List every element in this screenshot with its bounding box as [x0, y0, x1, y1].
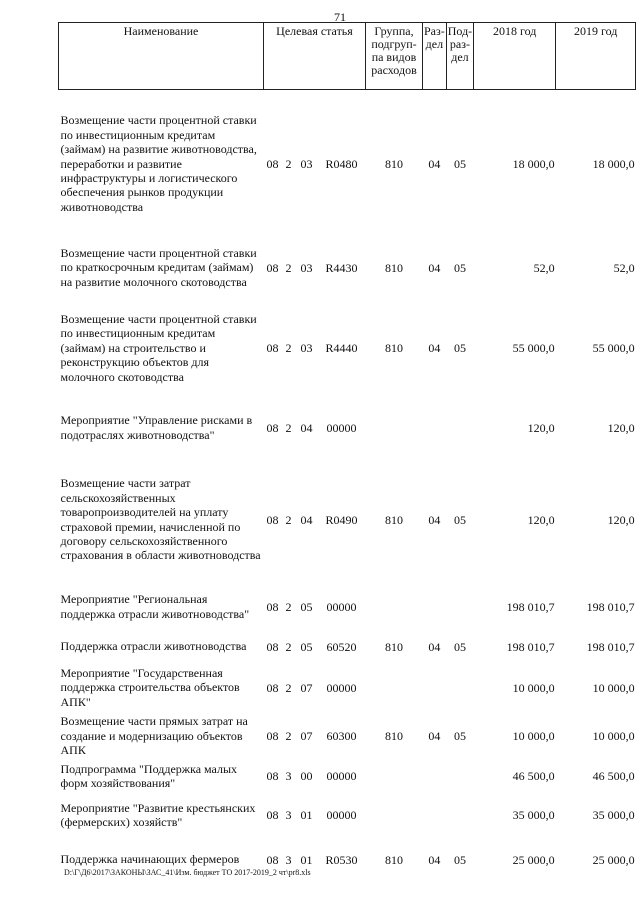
header-group: Группа, подгруп-па видов расходов — [366, 23, 423, 90]
code-event: 04 — [300, 512, 313, 527]
table-row — [59, 760, 636, 793]
amount-2018: 120,0 — [527, 420, 555, 435]
row-name: Возмещение части прямых затрат на создание и модернизацию объектов АПК — [60, 714, 248, 758]
amount-2018: 52,0 — [533, 260, 555, 275]
row-name: Возмещение части процентной ставки по инвестиционным кредитам (займам) на строительство и реконструкцию объектов для молочного скотоводства — [60, 311, 257, 384]
code-direction: 00000 — [326, 680, 357, 695]
code-subprogram: 2 — [285, 512, 292, 527]
code-subprogram: 2 — [285, 341, 292, 355]
expense-group: 810 — [385, 512, 403, 527]
amount-2019: 198 010,7 — [586, 599, 635, 614]
header-row — [59, 23, 636, 90]
table-row — [59, 90, 636, 238]
expense-group: 810 — [385, 852, 403, 867]
table-row — [59, 298, 636, 399]
row-name: Мероприятие "Развитие крестьянских (фермерских) хозяйств" — [60, 800, 256, 829]
code-event: 03 — [300, 260, 313, 275]
subsection: 05 — [453, 341, 466, 355]
section: 04 — [428, 156, 441, 171]
code-program: 08 — [266, 808, 279, 822]
subsection — [446, 663, 473, 713]
amount-2019: 55 000,0 — [592, 341, 635, 355]
code-subprogram: 2 — [285, 680, 292, 695]
section: 04 — [428, 341, 441, 355]
code-event: 05 — [300, 599, 313, 614]
section — [423, 399, 447, 457]
row-name: Поддержка отрасли животноводства — [60, 639, 247, 654]
code-program: 08 — [266, 729, 279, 743]
row-name: Возмещение части затрат сельскохозяйственных товаропроизводителей на уплату страховой премии, начисленной по договору сельскохозяйственного страхования в области животноводства — [60, 476, 261, 563]
code-direction: 00000 — [326, 808, 357, 822]
section: 04 — [428, 729, 441, 743]
amount-2019: 52,0 — [613, 260, 635, 275]
expense-group: 810 — [385, 729, 403, 743]
section — [423, 663, 447, 713]
subsection: 05 — [453, 729, 466, 743]
amount-2018: 198 010,7 — [506, 639, 555, 654]
subsection — [446, 760, 473, 793]
expense-group — [366, 663, 423, 713]
expense-group: 810 — [385, 156, 403, 171]
row-name: Возмещение части процентной ставки по краткосрочным кредитам (займам) на развитие молочного скотоводства — [60, 245, 257, 289]
code-direction: R0490 — [325, 512, 358, 527]
code-direction: R4440 — [325, 341, 358, 355]
code-program: 08 — [266, 680, 279, 695]
subsection — [446, 399, 473, 457]
code-event: 04 — [300, 420, 313, 435]
amount-2019: 120,0 — [607, 420, 635, 435]
code-direction: 60520 — [326, 639, 357, 654]
code-direction: 00000 — [326, 599, 357, 614]
code-direction: R0530 — [325, 852, 358, 867]
header-2019: 2019 год — [556, 23, 636, 90]
code-direction: 00000 — [326, 769, 357, 783]
code-program: 08 — [266, 599, 279, 614]
page-number: 71 — [334, 10, 346, 24]
code-program: 08 — [266, 260, 279, 275]
subsection: 05 — [453, 260, 466, 275]
code-program: 08 — [266, 156, 279, 171]
code-direction: R4430 — [325, 260, 358, 275]
budget-table — [58, 22, 636, 882]
subsection: 05 — [453, 512, 466, 527]
table-row — [59, 457, 636, 583]
row-name: Мероприятие "Управление рисками в подотраслях животноводства" — [60, 413, 253, 442]
section: 04 — [428, 512, 441, 527]
amount-2019: 25 000,0 — [592, 852, 635, 867]
code-program: 08 — [266, 769, 279, 783]
expense-group: 810 — [385, 341, 403, 355]
subsection: 05 — [453, 156, 466, 171]
amount-2018: 55 000,0 — [512, 341, 555, 355]
table-row — [59, 238, 636, 298]
row-name: Подпрограмма "Поддержка малых форм хозяйствования" — [60, 761, 238, 790]
code-subprogram: 2 — [285, 420, 292, 435]
code-program: 08 — [266, 852, 279, 867]
header-section: Раз-дел — [423, 23, 447, 90]
section: 04 — [428, 852, 441, 867]
code-subprogram: 2 — [285, 729, 292, 743]
amount-2018: 10 000,0 — [512, 680, 555, 695]
code-subprogram: 2 — [285, 156, 292, 171]
code-program: 08 — [266, 341, 279, 355]
code-direction: 00000 — [326, 420, 357, 435]
section: 04 — [428, 639, 441, 654]
code-subprogram: 2 — [285, 260, 292, 275]
code-event: 01 — [300, 808, 313, 822]
amount-2018: 120,0 — [527, 512, 555, 527]
table-row — [59, 713, 636, 760]
header-subsection: Под-раз-дел — [446, 23, 473, 90]
header-name: Наименование — [59, 23, 264, 90]
header-2018: 2018 год — [474, 23, 556, 90]
code-subprogram: 2 — [285, 639, 292, 654]
row-name: Мероприятие "Региональная поддержка отрасли животноводства" — [60, 592, 250, 621]
code-event: 00 — [300, 769, 313, 783]
footer-file-path: D:\Г\Д6\2017\ЗАКОНЫ\ЗАС_41\Изм. бюджет ТО 2017-2019_2 чт\pr8.xls — [64, 868, 311, 877]
subsection — [446, 583, 473, 631]
expense-group — [366, 399, 423, 457]
amount-2018: 46 500,0 — [512, 769, 555, 783]
section — [423, 760, 447, 793]
code-subprogram: 3 — [285, 852, 292, 867]
amount-2019: 35 000,0 — [592, 808, 635, 822]
table-row — [59, 631, 636, 663]
amount-2019: 198 010,7 — [586, 639, 635, 654]
section: 04 — [428, 260, 441, 275]
amount-2019: 18 000,0 — [592, 156, 635, 171]
row-name: Поддержка начинающих фермеров — [60, 852, 240, 867]
row-name: Возмещение части процентной ставки по инвестиционным кредитам (займам) на развитие животноводства, переработки и развитие инфраструктуры и логистического обеспечения рынков продукции животноводства — [60, 113, 257, 214]
subsection — [446, 793, 473, 838]
section — [423, 583, 447, 631]
code-subprogram: 2 — [285, 599, 292, 614]
amount-2018: 25 000,0 — [512, 852, 555, 867]
code-event: 07 — [300, 680, 313, 695]
expense-group — [366, 583, 423, 631]
subsection: 05 — [453, 852, 466, 867]
subsection: 05 — [453, 639, 466, 654]
code-event: 03 — [300, 156, 313, 171]
code-event: 03 — [300, 341, 313, 355]
amount-2019: 120,0 — [607, 512, 635, 527]
amount-2018: 198 010,7 — [506, 599, 555, 614]
amount-2019: 46 500,0 — [592, 769, 635, 783]
amount-2018: 35 000,0 — [512, 808, 555, 822]
expense-group: 810 — [385, 260, 403, 275]
amount-2019: 10 000,0 — [592, 729, 635, 743]
expense-group — [366, 793, 423, 838]
code-program: 08 — [266, 639, 279, 654]
code-program: 08 — [266, 420, 279, 435]
expense-group: 810 — [385, 639, 403, 654]
section — [423, 793, 447, 838]
amount-2018: 18 000,0 — [512, 156, 555, 171]
expense-group — [366, 760, 423, 793]
code-event: 01 — [300, 852, 313, 867]
table-row — [59, 583, 636, 631]
header-target: Целевая статья — [264, 23, 366, 90]
code-event: 07 — [300, 729, 313, 743]
code-program: 08 — [266, 512, 279, 527]
code-subprogram: 3 — [285, 769, 292, 783]
code-direction: 60300 — [326, 729, 357, 743]
row-name: Мероприятие "Государственная поддержка строительства объектов АПК" — [60, 665, 240, 709]
table-row — [59, 663, 636, 713]
amount-2018: 10 000,0 — [512, 729, 555, 743]
code-event: 05 — [300, 639, 313, 654]
table-row — [59, 793, 636, 838]
amount-2019: 10 000,0 — [592, 680, 635, 695]
code-direction: R0480 — [325, 156, 358, 171]
code-subprogram: 3 — [285, 808, 292, 822]
table-row — [59, 399, 636, 457]
